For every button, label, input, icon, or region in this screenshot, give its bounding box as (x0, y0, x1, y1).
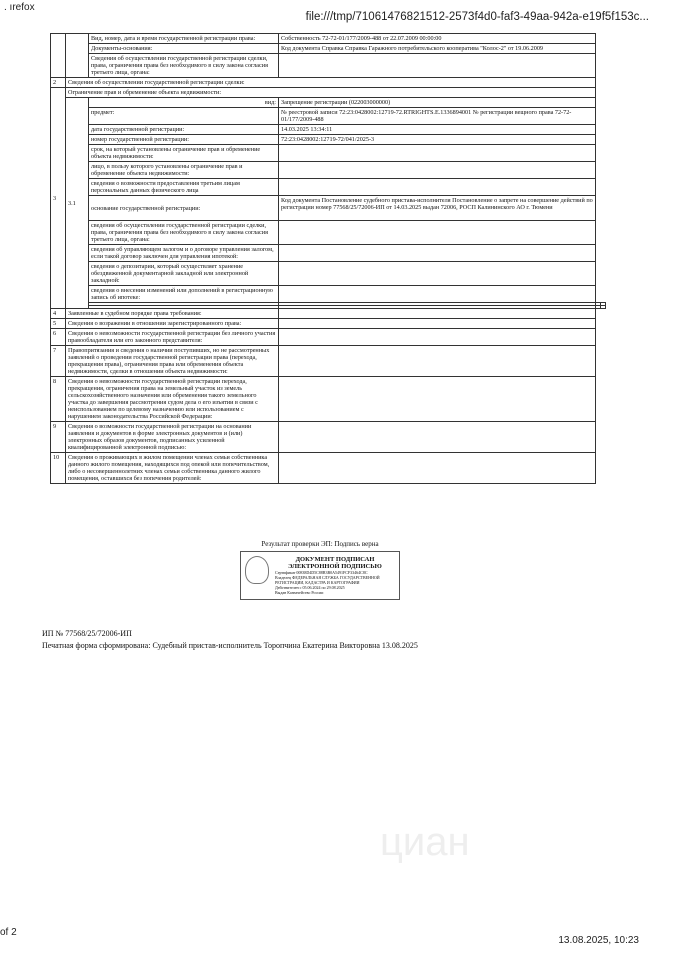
table-row (51, 377, 606, 422)
row-number: 7 (51, 346, 66, 377)
print-timestamp: 13.08.2025, 10:23 (558, 935, 639, 946)
file-url: file:///tmp/71061476821512-2573f4d0-faf3-49aa-942a-e19f5f153c... (305, 11, 649, 23)
table-row (51, 245, 606, 262)
cell-label: Сведения о невозможности государственной регистрации без личного участия правообладателя или его законного представителя: (66, 329, 279, 346)
cell-label: сведения о возможности предоставления третьим лицам персональных данных физического лица (89, 179, 279, 196)
signature-block (240, 540, 400, 600)
stamp-owner: Владелец ФЕДЕРАЛЬНАЯ СЛУЖБА ГОСУДАРСТВЕННОЙ РЕГИСТРАЦИИ, КАДАСТРА И КАРТОГРАФИИ (275, 575, 380, 585)
table-row (51, 196, 606, 221)
cell-label: основание государственной регистрации: (89, 196, 279, 221)
table-row (51, 162, 606, 179)
cell-label: предмет: (89, 108, 279, 125)
cell-label: сведения об осуществлении государственной регистрации сделки, права, ограничения права без необходимого в силу закона согласия третьего лица, органа: (89, 221, 279, 245)
row-number: 4 (51, 309, 66, 319)
cell-label: Сведения о возражении в отношении зарегистрированного права: (66, 319, 279, 329)
cell-label: Сведения о возможности государственной регистрации на основании заявления и документов в форме электронных документов и (или) электронных образов документов, подписанных усиленной квалифицированной электронной подписью: (66, 422, 279, 453)
table-row (51, 422, 606, 453)
stamp-valid: Действителен с 05.06.2024 по 29.08.2025 (275, 585, 345, 590)
table-row (51, 98, 606, 108)
signature-stamp (240, 551, 400, 600)
table-row (51, 319, 606, 329)
cell-label: Ограничение прав и обременение объекта недвижимости: (66, 88, 596, 98)
cell-label: Сведения о проживающих в жилом помещении членах семьи собственника данного жилого помещения, находящихся под опекой или попечительством, либо о несовершеннолетних членах семьи собственника данного жилого помещения, оставшихся без попечения родителей: (66, 453, 279, 484)
table-row (51, 309, 606, 319)
coat-of-arms-icon (245, 556, 269, 584)
cell-label: сведения об управляющем залогом и о договоре управления залогом, если такой договор заключен для управления ипотекой: (89, 245, 279, 262)
cell-label: Вид, номер, дата и время государственной регистрации права: (89, 34, 279, 44)
cell-label: Сведения об осуществлении государственной регистрации сделки: (66, 78, 596, 88)
cell-value: Код документа Справка Справка Гаражного потребительского кооператива "Колос-2" от 19.06.2009 (279, 44, 596, 54)
cell-label: сведения о депозитарии, который осуществляет хранение обездвиженной документарной закладной или электронной закладной: (89, 262, 279, 286)
table-row (51, 54, 606, 78)
cell-label: лицо, в пользу которого установлены ограничение прав и обременение объекта недвижимости: (89, 162, 279, 179)
stamp-issuer: Выдан Казначейство России (275, 590, 324, 595)
table-row (51, 286, 606, 303)
table-row (51, 135, 606, 145)
watermark: циан (380, 820, 470, 864)
registry-table (50, 33, 606, 484)
cell-value: Код документа Постановление судебного пристава-исполнителя Постановление о запрете на совершение действий по регистрации номер 77568/25/72006-ИП от 14.03.2025 выдан 72006, РОСП Калининского АО г. Тюмени (279, 196, 596, 221)
table-row (51, 88, 606, 98)
cell-value: № реестровой записи 72:23:0428002:12719-72.RTRIGHTS.E.1336894001 № регистрации вещного права 72-72-01/177/2009-488 (279, 108, 596, 125)
table-row (51, 329, 606, 346)
table-row (51, 346, 606, 377)
table-row (51, 145, 606, 162)
row-number: 2 (51, 78, 66, 88)
cell-label: номер государственной регистрации: (89, 135, 279, 145)
row-number: 8 (51, 377, 66, 422)
cell-label: вид: (89, 98, 279, 108)
cell-label: дата государственной регистрации: (89, 125, 279, 135)
stamp-title-1: ДОКУМЕНТ ПОДПИСАН (295, 556, 375, 563)
cell-label: срок, на который установлены ограничение прав и обременение объекта недвижимости: (89, 145, 279, 162)
table-row (51, 125, 606, 135)
row-number: 6 (51, 329, 66, 346)
row-number: 3 (51, 88, 66, 309)
cell-label: Правопритязания и сведения о наличии поступивших, но не рассмотренных заявлений о проведении государственной регистрации права (перехода, прекращения права), ограничения права или обременения объекта недвижимости, сделки в отношении объекта недвижимости: (66, 346, 279, 377)
row-number: 5 (51, 319, 66, 329)
cell-value: Собственность 72-72-01/177/2009-488 от 22.07.2009 00:00:00 (279, 34, 596, 44)
page-indicator: of 2 (0, 927, 17, 938)
cell-label: Сведения об осуществлении государственной регистрации сделки, права, ограничения права без необходимого в силу закона согласия третьего лица, органа: (89, 54, 279, 78)
table-row (51, 78, 606, 88)
case-number: ИП № 77568/25/72006-ИП (42, 629, 132, 638)
table-row (51, 179, 606, 196)
cell-label: Документы-основания: (89, 44, 279, 54)
cell-value: 72:23:0428002:12719-72/041/2025-3 (279, 135, 596, 145)
browser-brand: . ırefox (4, 2, 35, 13)
table-row (51, 108, 606, 125)
signature-result: Результат проверки ЭП: Подпись верна (261, 540, 379, 548)
stamp-title-2: ЭЛЕКТРОННОЙ ПОДПИСЬЮ (288, 563, 382, 570)
print-form-note: Печатная форма сформирована: Судебный пристав-исполнитель Торопчина Екатерина Викторовна 13.08.2025 (42, 641, 418, 650)
cell-value (279, 54, 596, 78)
table-row (51, 44, 606, 54)
table-row (51, 221, 606, 245)
cell-label: Заявленные в судебном порядке права требования: (66, 309, 279, 319)
row-number: 10 (51, 453, 66, 484)
cell-value: Запрещение регистрации (022003000000) (279, 98, 596, 108)
table-row (51, 262, 606, 286)
cell-label: сведения о внесении изменений или дополнений в регистрационную запись об ипотеке: (89, 286, 279, 303)
table-row (51, 453, 606, 484)
row-number: 9 (51, 422, 66, 453)
stamp-cert: Сертификат 00838D4D5C88B3B0A5491FCF33464C8C (275, 570, 368, 575)
cell-value: 14.03.2025 13:34:11 (279, 125, 596, 135)
table-row (51, 34, 606, 44)
sub-number: 3.1 (66, 98, 89, 309)
cell-label: Сведения о невозможности государственной регистрации перехода, прекращения, ограничения права на земельный участок из земель сельскохозяйственного назначения или обременения такого земельного участка до завершения рассмотрения судом дела о его изъятии в связи с неиспользованием по целевому назначению или использованием с нарушением законодательства Российской Федерации: (66, 377, 279, 422)
